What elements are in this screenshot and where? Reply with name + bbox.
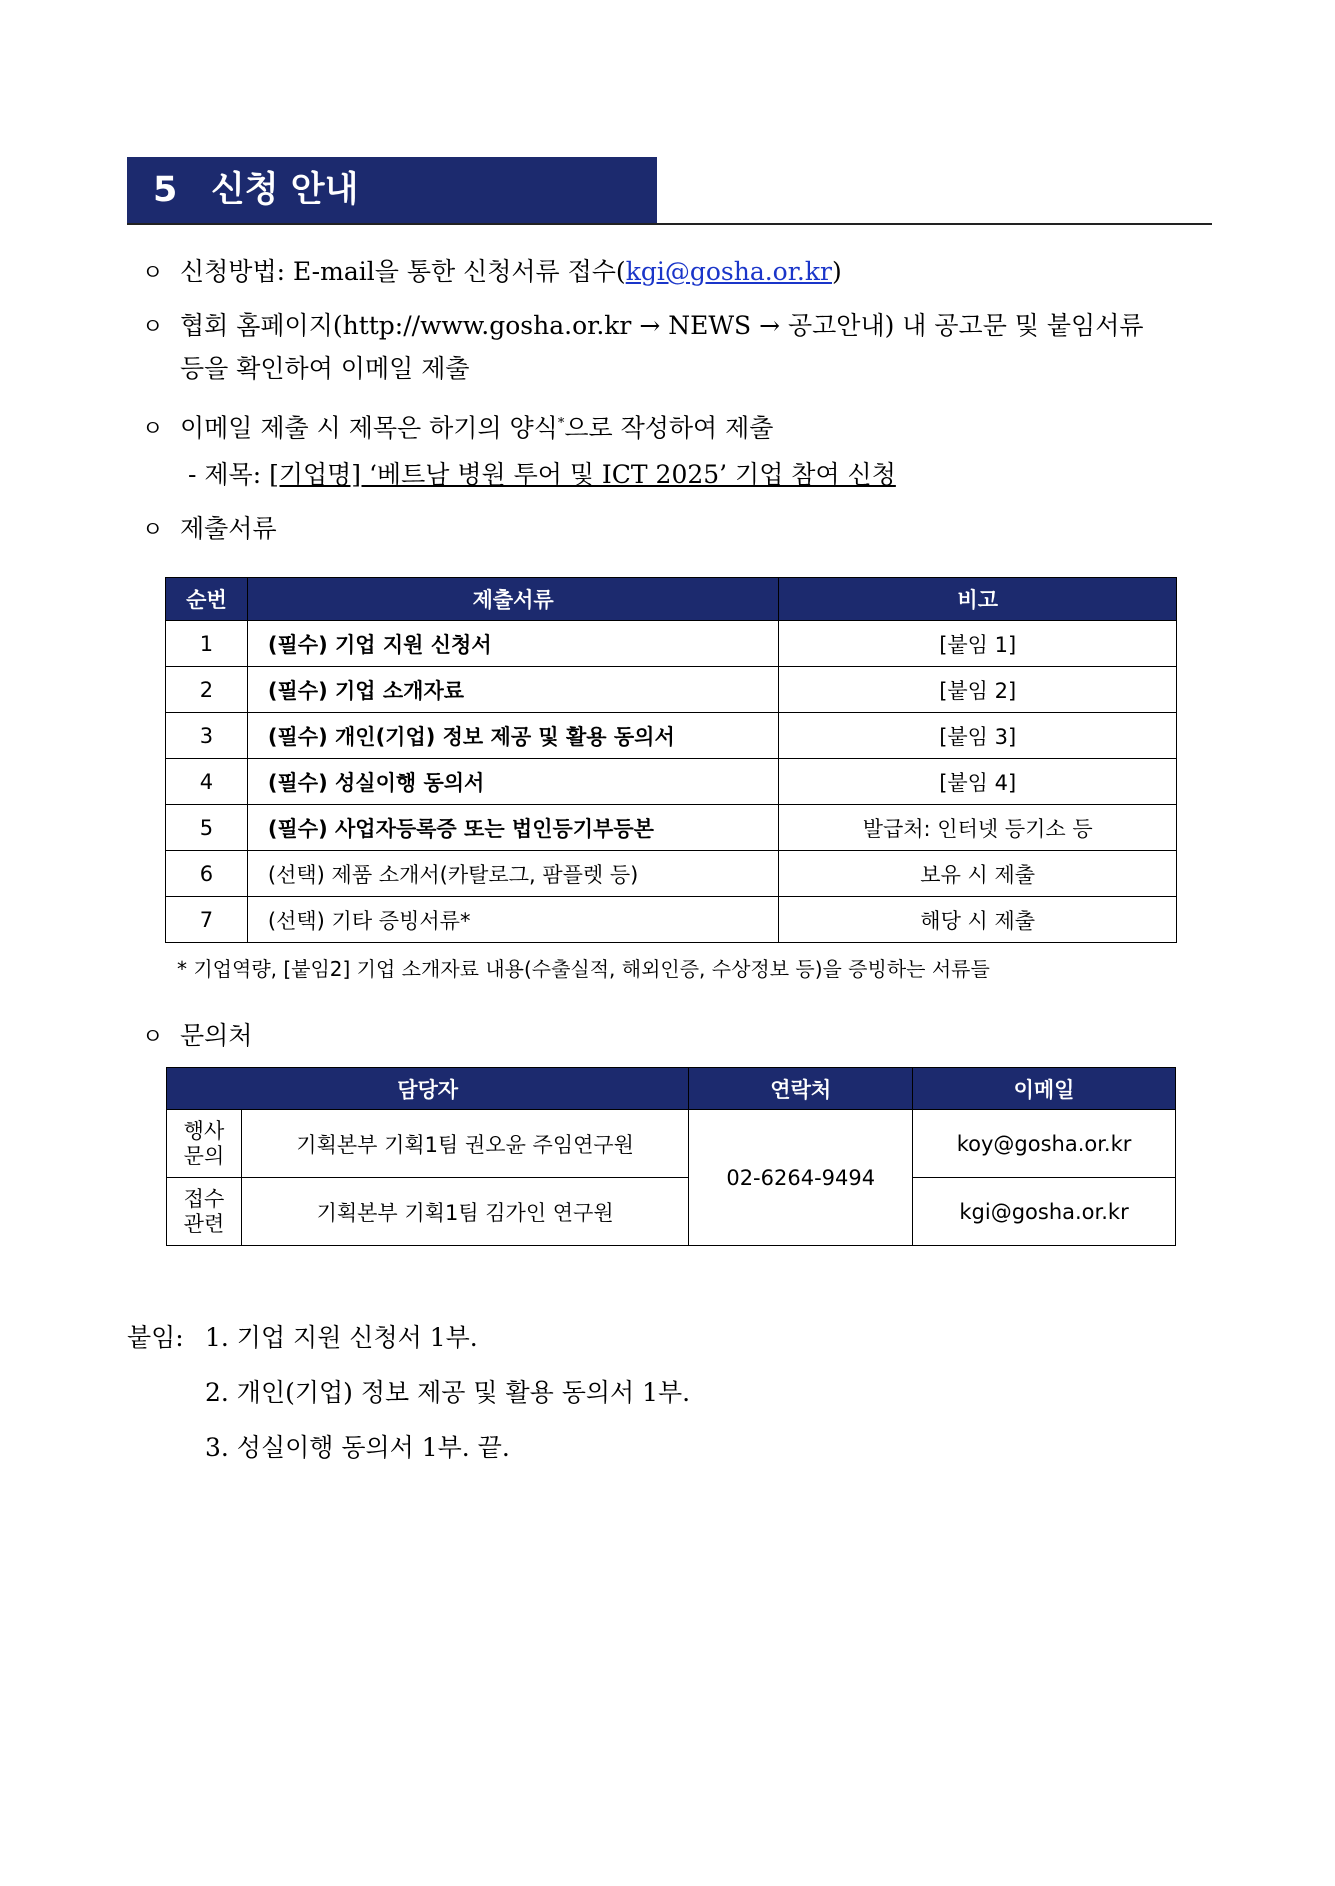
section-divider (127, 223, 1212, 225)
row-doc: (필수) 성실이행 동의서 (247, 759, 778, 805)
subject-label: - 제목: (188, 460, 270, 489)
row-no: 2 (166, 667, 248, 713)
row-doc: (필수) 개인(기업) 정보 제공 및 활용 동의서 (247, 713, 778, 759)
row-no: 4 (166, 759, 248, 805)
table-row (166, 621, 1177, 667)
documents-heading: 제출서류 (180, 514, 277, 543)
header-phone: 연락처 (689, 1068, 913, 1110)
application-method-text: 신청방법: E-mail을 통한 신청서류 접수( (180, 257, 626, 286)
bullet-homepage (142, 309, 1144, 345)
bullet-application-method (142, 255, 842, 291)
email-subject-suffix: 으로 작성하여 제출 (564, 413, 774, 443)
homepage-text-line1: 협회 홈페이지(http://www.gosha.or.kr → NEWS → 공고안내) 내 공고문 및 붙임서류 (180, 311, 1144, 340)
contact-header-row (167, 1068, 1176, 1110)
attachment-item-1: 1. 기업 지원 신청서 1부. (205, 1323, 478, 1352)
row-note: 보유 시 제출 (779, 851, 1177, 897)
contact-row (167, 1110, 1176, 1178)
email-link[interactable]: kgi@gosha.or.kr (625, 257, 832, 286)
bullet-marker: ㅇ (142, 315, 164, 340)
row-note: 해당 시 제출 (779, 897, 1177, 943)
category-line1: 행사 (183, 1118, 225, 1143)
row-note: [붙임 4] (779, 759, 1177, 805)
header-doc: 제출서류 (247, 578, 778, 621)
category-line1: 접수 (183, 1186, 225, 1211)
attachment-item-3: 3. 성실이행 동의서 1부. 끝. (205, 1433, 510, 1462)
bullet-marker: ㅇ (142, 261, 164, 286)
header-no: 순번 (166, 578, 248, 621)
row-no: 5 (166, 805, 248, 851)
row-note: [붙임 1] (779, 621, 1177, 667)
row-doc: (필수) 사업자등록증 또는 법인등기부등본 (247, 805, 778, 851)
section-header (127, 157, 1212, 225)
category-line2: 문의 (183, 1143, 225, 1168)
documents-table (165, 577, 1177, 943)
contact-table (166, 1067, 1176, 1246)
section-title: 신청 안내 (211, 170, 359, 210)
row-no: 3 (166, 713, 248, 759)
section-number: 5 (153, 170, 178, 210)
header-note: 비고 (779, 578, 1177, 621)
subject-template: [기업명] ‘베트남 병원 투어 및 ICT 2025’ 기업 참여 신청 (269, 460, 896, 489)
table-row (166, 759, 1177, 805)
row-doc: (필수) 기업 소개자료 (247, 667, 778, 713)
row-no: 6 (166, 851, 248, 897)
table-row (166, 667, 1177, 713)
contact-category (167, 1110, 242, 1178)
contact-person: 기획본부 기획1팀 권오윤 주임연구원 (241, 1110, 688, 1178)
contact-heading: 문의처 (180, 1021, 253, 1050)
row-note: [붙임 2] (779, 667, 1177, 713)
contact-email[interactable]: kgi@gosha.or.kr (913, 1178, 1176, 1246)
table-row (166, 897, 1177, 943)
bullet-marker: ㅇ (142, 1025, 164, 1050)
row-no: 1 (166, 621, 248, 667)
row-doc: (선택) 제품 소개서(카탈로그, 팜플렛 등) (247, 851, 778, 897)
header-email: 이메일 (913, 1068, 1176, 1110)
homepage-text-line2: 등을 확인하여 이메일 제출 (180, 354, 470, 383)
bullet-marker: ㅇ (142, 417, 164, 443)
bullet-email-subject (142, 407, 773, 447)
bullet-marker: ㅇ (142, 518, 164, 543)
table-header-row (166, 578, 1177, 621)
attachments-label: 붙임: (127, 1323, 184, 1352)
documents-footnote: * 기업역량, [붙임2] 기업 소개자료 내용(수출실적, 해외인증, 수상정보 등)을 증빙하는 서류들 (177, 957, 990, 981)
header-person: 담당자 (167, 1068, 689, 1110)
row-note: 발급처: 인터넷 등기소 등 (779, 805, 1177, 851)
table-row (166, 805, 1177, 851)
row-doc: (필수) 기업 지원 신청서 (247, 621, 778, 667)
email-subject-text: 이메일 제출 시 제목은 하기의 양식 (180, 413, 558, 443)
contact-person: 기획본부 기획1팀 김가인 연구원 (241, 1178, 688, 1246)
table-row (166, 713, 1177, 759)
paren-close: ) (831, 257, 842, 286)
contact-category (167, 1178, 242, 1246)
bullet-contact (142, 1019, 252, 1055)
contact-phone: 02-6264-9494 (689, 1110, 913, 1246)
contact-row (167, 1178, 1176, 1246)
section-title-box (127, 157, 657, 223)
row-note: [붙임 3] (779, 713, 1177, 759)
category-line2: 관련 (183, 1211, 225, 1236)
bullet-documents (142, 512, 277, 548)
attachment-item-2: 2. 개인(기업) 정보 제공 및 활용 동의서 1부. (205, 1378, 691, 1407)
table-row (166, 851, 1177, 897)
footnote-mark: * (557, 416, 565, 431)
email-subject-format (188, 458, 896, 492)
contact-email[interactable]: koy@gosha.or.kr (913, 1110, 1176, 1178)
row-no: 7 (166, 897, 248, 943)
row-doc: (선택) 기타 증빙서류* (247, 897, 778, 943)
